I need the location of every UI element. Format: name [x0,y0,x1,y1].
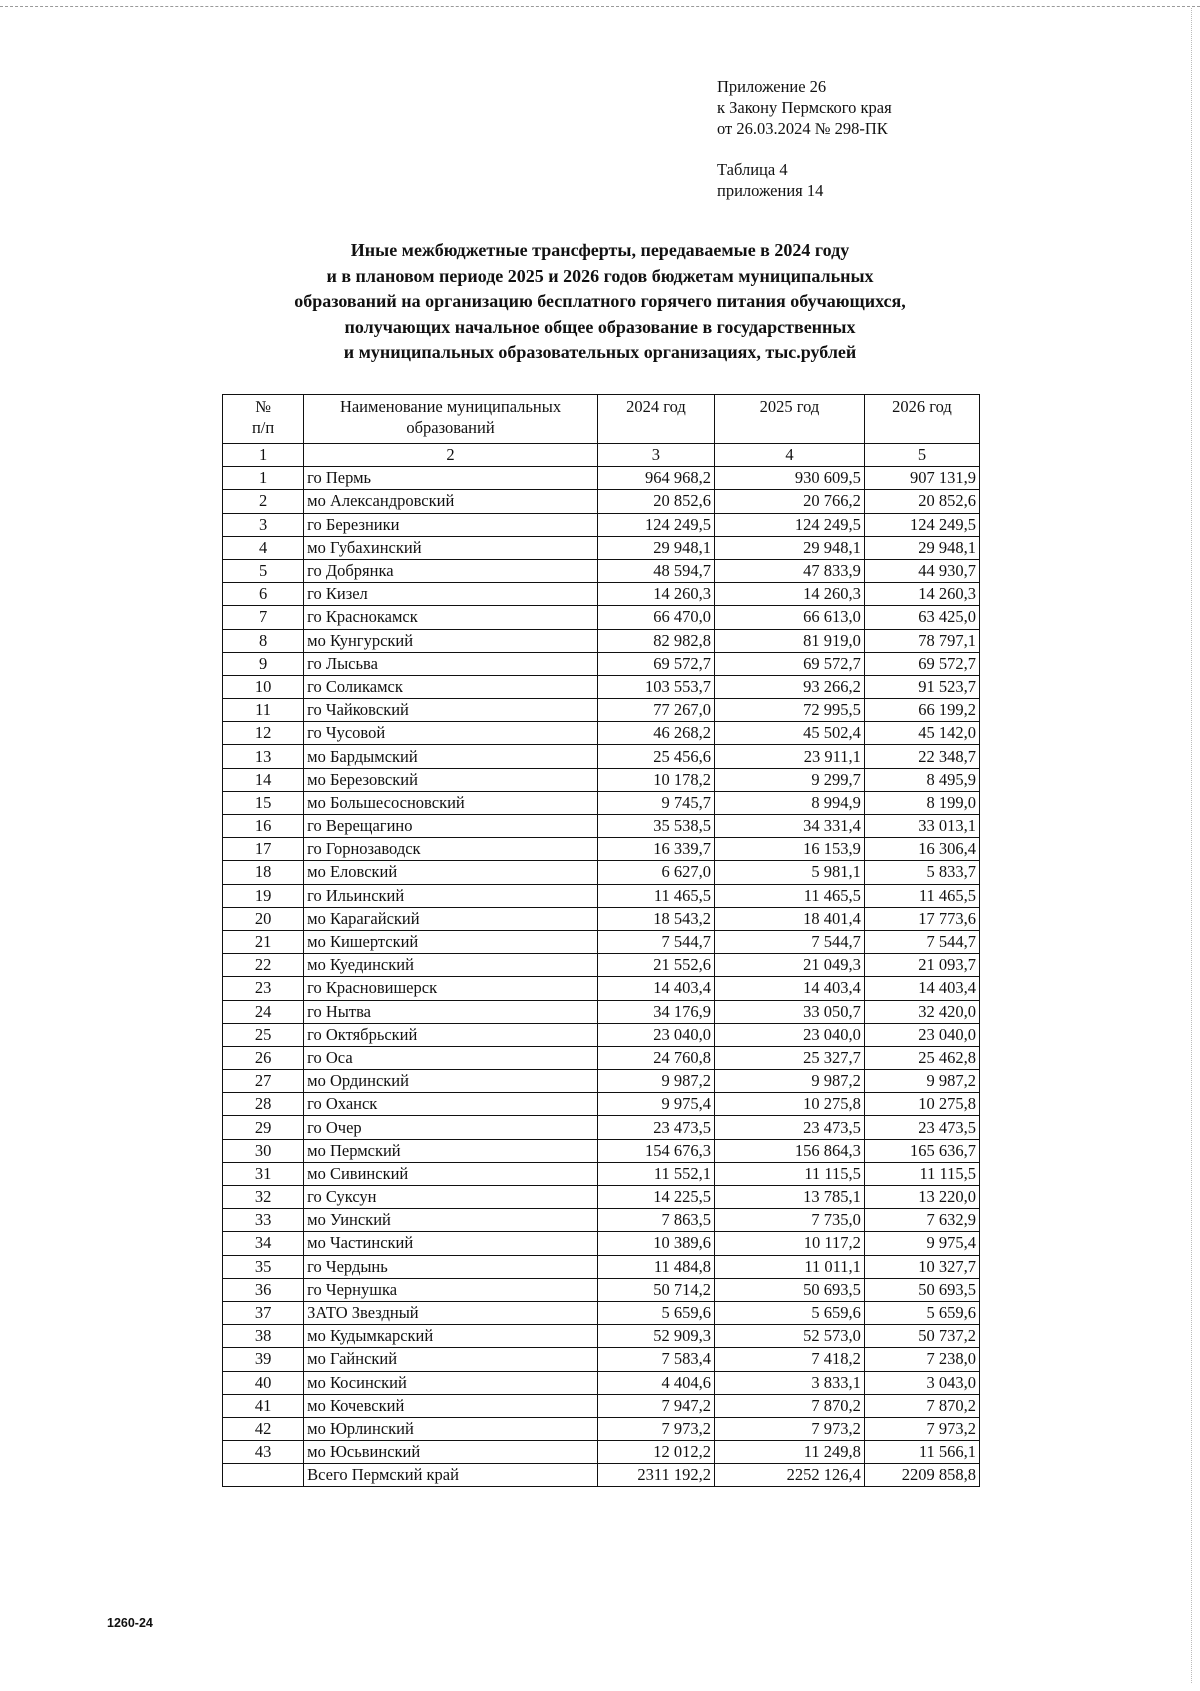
col-number-2: 2 [304,444,598,467]
municipality-name: мо Еловский [304,861,598,884]
value-2026: 32 420,0 [864,1000,979,1023]
value-2026: 11 115,5 [864,1162,979,1185]
header-2026: 2026 год [864,395,979,444]
value-2024: 10 178,2 [597,768,714,791]
municipality-name: мо Александровский [304,490,598,513]
municipality-name: мо Кишертский [304,930,598,953]
municipality-name: го Березники [304,513,598,536]
municipality-name: го Чернушка [304,1278,598,1301]
municipality-name: го Чайковский [304,699,598,722]
municipality-name: го Верещагино [304,815,598,838]
value-2026: 7 973,2 [864,1417,979,1440]
value-2026: 23 473,5 [864,1116,979,1139]
table-row [223,490,980,513]
municipality-name: мо Карагайский [304,907,598,930]
column-number-row [223,444,980,467]
value-2026: 22 348,7 [864,745,979,768]
table-row [223,1116,980,1139]
value-2026: 69 572,7 [864,652,979,675]
municipality-name: го Суксун [304,1186,598,1209]
table-row [223,1255,980,1278]
value-2025: 124 249,5 [714,513,864,536]
row-number: 4 [223,536,304,559]
value-2024: 124 249,5 [597,513,714,536]
appendix-reference: приложения 14 [717,181,824,200]
value-2024: 964 968,2 [597,467,714,490]
row-number: 23 [223,977,304,1000]
value-2024: 69 572,7 [597,652,714,675]
table-row [223,907,980,930]
row-number: 27 [223,1070,304,1093]
row-number: 11 [223,699,304,722]
row-number: 30 [223,1139,304,1162]
table-row [223,1139,980,1162]
value-2026: 14 260,3 [864,583,979,606]
value-2025: 72 995,5 [714,699,864,722]
row-number: 28 [223,1093,304,1116]
value-2025: 11 465,5 [714,884,864,907]
value-2024: 5 659,6 [597,1301,714,1324]
value-2026: 5 833,7 [864,861,979,884]
municipality-name: го Красновишерск [304,977,598,1000]
value-2024: 29 948,1 [597,536,714,559]
value-2024: 14 403,4 [597,977,714,1000]
header-number-line1: № [255,397,271,416]
value-2026: 23 040,0 [864,1023,979,1046]
table-row [223,977,980,1000]
row-number: 42 [223,1417,304,1440]
municipality-name: мо Юрлинский [304,1417,598,1440]
value-2026: 907 131,9 [864,467,979,490]
value-2026: 10 275,8 [864,1093,979,1116]
row-number: 29 [223,1116,304,1139]
table-row [223,467,980,490]
value-2026: 9 987,2 [864,1070,979,1093]
value-2025: 7 418,2 [714,1348,864,1371]
value-2025: 5 981,1 [714,861,864,884]
value-2024: 20 852,6 [597,490,714,513]
value-2024: 11 484,8 [597,1255,714,1278]
table-row [223,861,980,884]
value-2024: 16 339,7 [597,838,714,861]
row-number: 37 [223,1301,304,1324]
municipality-name: го Чусовой [304,722,598,745]
table-row [223,1046,980,1069]
table-row [223,1070,980,1093]
value-2024: 50 714,2 [597,1278,714,1301]
row-number: 41 [223,1394,304,1417]
table-row [223,606,980,629]
row-number: 15 [223,791,304,814]
value-2024: 7 583,4 [597,1348,714,1371]
table-row [223,513,980,536]
appendix-number: Приложение 26 [717,77,827,96]
total-2025: 2252 126,4 [714,1464,864,1487]
row-number: 9 [223,652,304,675]
value-2025: 7 870,2 [714,1394,864,1417]
row-number: 38 [223,1325,304,1348]
value-2024: 52 909,3 [597,1325,714,1348]
value-2026: 5 659,6 [864,1301,979,1324]
table-row [223,1209,980,1232]
col-number-5: 5 [864,444,979,467]
value-2026: 7 544,7 [864,930,979,953]
row-number: 2 [223,490,304,513]
value-2025: 34 331,4 [714,815,864,838]
municipality-name: мо Гайнский [304,1348,598,1371]
value-2025: 69 572,7 [714,652,864,675]
table-row [223,1162,980,1185]
value-2026: 29 948,1 [864,536,979,559]
value-2024: 34 176,9 [597,1000,714,1023]
value-2024: 10 389,6 [597,1232,714,1255]
municipality-name: го Соликамск [304,675,598,698]
table-row [223,954,980,977]
document-title [200,238,1000,366]
value-2024: 12 012,2 [597,1441,714,1464]
value-2024: 6 627,0 [597,861,714,884]
total-row [223,1464,980,1487]
title-line: Иные межбюджетные трансферты, передаваемые в 2024 году [350,240,850,260]
value-2026: 33 013,1 [864,815,979,838]
value-2024: 18 543,2 [597,907,714,930]
value-2024: 7 947,2 [597,1394,714,1417]
value-2026: 91 523,7 [864,675,979,698]
row-number: 6 [223,583,304,606]
row-number: 22 [223,954,304,977]
municipality-name: мо Бардымский [304,745,598,768]
value-2025: 66 613,0 [714,606,864,629]
municipality-name: го Кизел [304,583,598,606]
row-number: 21 [223,930,304,953]
value-2026: 8 495,9 [864,768,979,791]
value-2025: 52 573,0 [714,1325,864,1348]
value-2025: 20 766,2 [714,490,864,513]
value-2026: 44 930,7 [864,559,979,582]
municipality-name: ЗАТО Звездный [304,1301,598,1324]
value-2026: 7 238,0 [864,1348,979,1371]
row-number: 31 [223,1162,304,1185]
municipality-name: го Оханск [304,1093,598,1116]
municipality-name: мо Большесосновский [304,791,598,814]
table-row [223,815,980,838]
value-2025: 25 327,7 [714,1046,864,1069]
value-2025: 11 011,1 [714,1255,864,1278]
table-header-row [223,395,980,444]
table-row [223,722,980,745]
value-2025: 21 049,3 [714,954,864,977]
municipality-name: го Октябрьский [304,1023,598,1046]
value-2026: 50 693,5 [864,1278,979,1301]
municipality-name: мо Сивинский [304,1162,598,1185]
municipality-name: мо Ординский [304,1070,598,1093]
value-2025: 9 987,2 [714,1070,864,1093]
value-2025: 13 785,1 [714,1186,864,1209]
table-row [223,930,980,953]
value-2025: 11 249,8 [714,1441,864,1464]
value-2026: 124 249,5 [864,513,979,536]
value-2025: 50 693,5 [714,1278,864,1301]
title-line: и муниципальных образовательных организациях, тыс.рублей [343,342,857,362]
table-row [223,1023,980,1046]
value-2026: 9 975,4 [864,1232,979,1255]
row-number: 13 [223,745,304,768]
value-2024: 14 225,5 [597,1186,714,1209]
value-2025: 93 266,2 [714,675,864,698]
table-row [223,1394,980,1417]
municipality-name: мо Березовский [304,768,598,791]
value-2026: 10 327,7 [864,1255,979,1278]
row-number: 3 [223,513,304,536]
municipality-name: мо Косинский [304,1371,598,1394]
municipality-name: мо Кочевский [304,1394,598,1417]
table-number: Таблица 4 [717,160,788,179]
value-2026: 66 199,2 [864,699,979,722]
value-2026: 8 199,0 [864,791,979,814]
table-row [223,652,980,675]
row-number: 19 [223,884,304,907]
row-number: 26 [223,1046,304,1069]
row-number: 32 [223,1186,304,1209]
value-2026: 21 093,7 [864,954,979,977]
municipality-name: го Очер [304,1116,598,1139]
value-2025: 3 833,1 [714,1371,864,1394]
header-number-line2: п/п [251,418,275,437]
value-2024: 21 552,6 [597,954,714,977]
header-name [304,395,598,444]
row-number: 36 [223,1278,304,1301]
value-2026: 7 632,9 [864,1209,979,1232]
law-date-number: от 26.03.2024 № 298-ПК [717,119,888,138]
row-number: 33 [223,1209,304,1232]
value-2024: 11 552,1 [597,1162,714,1185]
table-row [223,559,980,582]
municipality-name: го Чердынь [304,1255,598,1278]
municipality-name: мо Уинский [304,1209,598,1232]
value-2025: 23 911,1 [714,745,864,768]
value-2026: 16 306,4 [864,838,979,861]
value-2024: 4 404,6 [597,1371,714,1394]
header-name-line1: Наименование муниципальных [339,397,562,416]
value-2026: 3 043,0 [864,1371,979,1394]
value-2025: 11 115,5 [714,1162,864,1185]
value-2024: 25 456,6 [597,745,714,768]
value-2025: 23 040,0 [714,1023,864,1046]
municipality-name: мо Частинский [304,1232,598,1255]
row-number: 17 [223,838,304,861]
title-line: образований на организацию бесплатного горячего питания обучающихся, [294,291,906,311]
value-2025: 10 275,8 [714,1093,864,1116]
value-2025: 9 299,7 [714,768,864,791]
table-row [223,629,980,652]
value-2024: 9 745,7 [597,791,714,814]
value-2025: 14 403,4 [714,977,864,1000]
municipality-name: го Пермь [304,467,598,490]
value-2025: 7 735,0 [714,1209,864,1232]
transfers-table [222,394,980,1487]
row-number: 34 [223,1232,304,1255]
table-row [223,1232,980,1255]
value-2024: 35 538,5 [597,815,714,838]
municipality-name: мо Губахинский [304,536,598,559]
value-2025: 23 473,5 [714,1116,864,1139]
value-2025: 7 544,7 [714,930,864,953]
table-row [223,1186,980,1209]
table-row [223,838,980,861]
table-row [223,1371,980,1394]
table-row [223,768,980,791]
value-2024: 9 975,4 [597,1093,714,1116]
value-2024: 24 760,8 [597,1046,714,1069]
municipality-name: мо Куединский [304,954,598,977]
value-2026: 165 636,7 [864,1139,979,1162]
law-reference: к Закону Пермского края [717,98,892,117]
title-line: получающих начальное общее образование в государственных [344,316,856,337]
row-number: 14 [223,768,304,791]
row-number: 39 [223,1348,304,1371]
value-2024: 7 973,2 [597,1417,714,1440]
value-2026: 11 566,1 [864,1441,979,1464]
header-name-line2: образований [406,418,495,437]
table-row [223,1000,980,1023]
value-2025: 18 401,4 [714,907,864,930]
row-number: 25 [223,1023,304,1046]
value-2026: 25 462,8 [864,1046,979,1069]
table-row [223,1417,980,1440]
row-number: 16 [223,815,304,838]
value-2025: 156 864,3 [714,1139,864,1162]
row-number: 43 [223,1441,304,1464]
row-number: 24 [223,1000,304,1023]
municipality-name: го Лысьва [304,652,598,675]
document-code: 1260-24 [107,1616,153,1630]
title-line: и в плановом периоде 2025 и 2026 годов бюджетам муниципальных [326,265,874,286]
value-2024: 14 260,3 [597,583,714,606]
value-2025: 5 659,6 [714,1301,864,1324]
value-2026: 13 220,0 [864,1186,979,1209]
table-row [223,675,980,698]
value-2025: 14 260,3 [714,583,864,606]
municipality-name: мо Кунгурский [304,629,598,652]
total-2026: 2209 858,8 [864,1464,979,1487]
value-2024: 23 040,0 [597,1023,714,1046]
value-2026: 14 403,4 [864,977,979,1000]
value-2024: 154 676,3 [597,1139,714,1162]
municipality-name: го Нытва [304,1000,598,1023]
value-2026: 45 142,0 [864,722,979,745]
total-2024: 2311 192,2 [597,1464,714,1487]
scan-edge-line [0,6,1200,7]
header-number [223,395,304,444]
header-2024: 2024 год [597,395,714,444]
value-2026: 17 773,6 [864,907,979,930]
value-2026: 78 797,1 [864,629,979,652]
table-row [223,1441,980,1464]
value-2026: 63 425,0 [864,606,979,629]
table-row [223,1348,980,1371]
value-2025: 10 117,2 [714,1232,864,1255]
row-number: 7 [223,606,304,629]
municipality-name: мо Кудымкарский [304,1325,598,1348]
table-reference [717,159,823,201]
value-2025: 81 919,0 [714,629,864,652]
row-number: 18 [223,861,304,884]
table-row [223,536,980,559]
value-2026: 20 852,6 [864,490,979,513]
value-2026: 50 737,2 [864,1325,979,1348]
value-2024: 9 987,2 [597,1070,714,1093]
table-row [223,1301,980,1324]
total-label: Всего Пермский край [304,1464,598,1487]
value-2024: 103 553,7 [597,675,714,698]
value-2025: 930 609,5 [714,467,864,490]
row-number: 20 [223,907,304,930]
value-2025: 45 502,4 [714,722,864,745]
value-2024: 23 473,5 [597,1116,714,1139]
table-row [223,583,980,606]
value-2025: 8 994,9 [714,791,864,814]
municipality-name: го Ильинский [304,884,598,907]
table-row [223,791,980,814]
value-2024: 7 544,7 [597,930,714,953]
row-number: 35 [223,1255,304,1278]
table-row [223,1278,980,1301]
table-row [223,699,980,722]
header-2025: 2025 год [714,395,864,444]
value-2024: 7 863,5 [597,1209,714,1232]
row-number: 8 [223,629,304,652]
row-number: 5 [223,559,304,582]
municipality-name: мо Юсьвинский [304,1441,598,1464]
value-2024: 48 594,7 [597,559,714,582]
row-number: 1 [223,467,304,490]
municipality-name: го Оса [304,1046,598,1069]
value-2025: 7 973,2 [714,1417,864,1440]
value-2024: 82 982,8 [597,629,714,652]
row-number: 10 [223,675,304,698]
scan-right-edge [1191,8,1192,1683]
col-number-4: 4 [714,444,864,467]
row-number: 40 [223,1371,304,1394]
value-2026: 11 465,5 [864,884,979,907]
value-2026: 7 870,2 [864,1394,979,1417]
municipality-name: го Горнозаводск [304,838,598,861]
table-row [223,745,980,768]
municipality-name: мо Пермский [304,1139,598,1162]
row-number: 12 [223,722,304,745]
value-2025: 47 833,9 [714,559,864,582]
value-2024: 11 465,5 [597,884,714,907]
table-row [223,1325,980,1348]
value-2025: 33 050,7 [714,1000,864,1023]
col-number-3: 3 [597,444,714,467]
value-2025: 29 948,1 [714,536,864,559]
value-2024: 46 268,2 [597,722,714,745]
table-row [223,1093,980,1116]
value-2024: 77 267,0 [597,699,714,722]
col-number-1: 1 [223,444,304,467]
municipality-name: го Добрянка [304,559,598,582]
table-row [223,884,980,907]
value-2025: 16 153,9 [714,838,864,861]
total-number [223,1464,304,1487]
municipality-name: го Краснокамск [304,606,598,629]
appendix-header [717,76,892,139]
value-2024: 66 470,0 [597,606,714,629]
